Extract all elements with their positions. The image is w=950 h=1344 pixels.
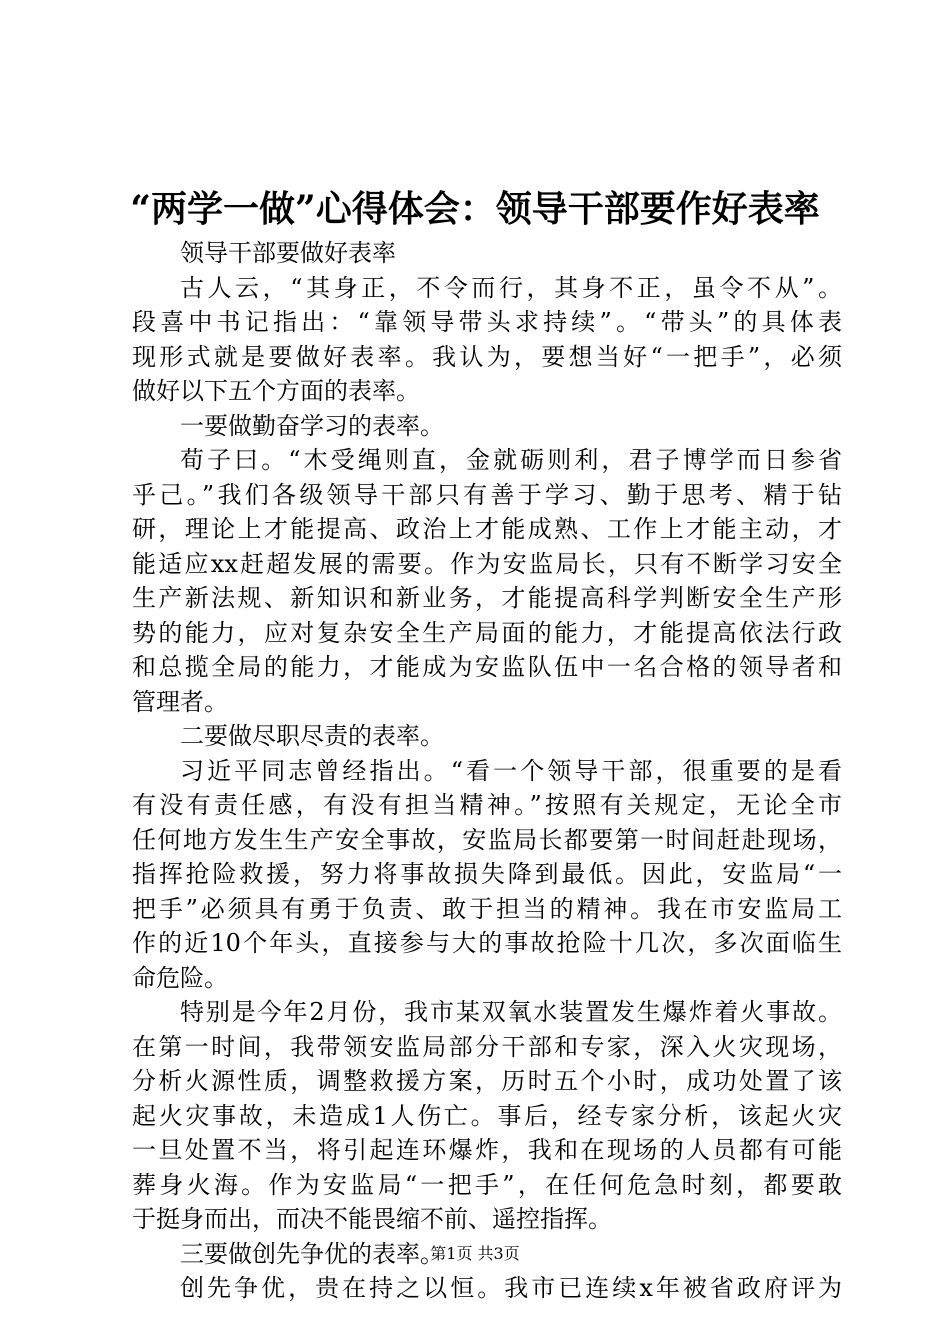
text-line: 命危险。 (132, 963, 228, 992)
text-line: 于挺身而出，而决不能畏缩不前、遥控指挥。 (132, 1205, 612, 1233)
text-line: 荀子曰。“木受绳则直，金就砺则利，君子博学而日参省 (180, 446, 842, 474)
text-line: 葬身火海。作为安监局“一把手”，在任何危急时刻，都要敢 (132, 1170, 842, 1199)
text-line: 生产新法规、新知识和新业务，才能提高科学判断安全生产形 (132, 584, 842, 612)
text-line: 一旦处置不当，将引起连环爆炸，我和在现场的人员都有可能 (132, 1136, 842, 1164)
text-line: 和总揽全局的能力，才能成为安监队伍中一名合格的领导者和 (132, 653, 842, 681)
text-line: 现形式就是要做好表率。我认为，要想当好“一把手”，必须 (132, 342, 842, 371)
text-line: 做好以下五个方面的表率。 (132, 377, 420, 405)
text-line: 二要做尽职尽责的表率。 (180, 722, 444, 750)
text-line: 把手”必须具有勇于负责、敢于担当的精神。我在市安监局工 (132, 894, 842, 923)
document-title: “两学一做”心得体会：领导干部要作好表率 (130, 188, 820, 230)
text-line: 习近平同志曾经指出。“看一个领导干部，很重要的是看 (180, 756, 842, 785)
text-line: 在第一时间，我带领安监局部分干部和专家，深入火灾现场， (132, 1032, 842, 1061)
page-footer: 第1页 共3页 (430, 1244, 520, 1263)
text-line: 能适应xx赶超发展的需要。作为安监局长，只有不断学习安全 (132, 549, 842, 578)
text-line: 有没有责任感，有没有担当精神。”按照有关规定，无论全市 (132, 791, 842, 819)
text-line: 段喜中书记指出：“靠领导带头求持续”。“带头”的具体表 (132, 308, 842, 336)
document-body (132, 236, 842, 1306)
text-line: 任何地方发生生产安全事故，安监局长都要第一时间赶赴现场， (132, 825, 842, 854)
text-line: 管理者。 (132, 687, 228, 716)
text-line: 特别是今年2月份，我市某双氧水装置发生爆炸着火事故。 (180, 998, 842, 1026)
text-line: 势的能力，应对复杂安全生产局面的能力，才能提高依法行政 (132, 618, 842, 647)
text-line: 分析火源性质，调整救援方案，历时五个小时，成功处置了该 (132, 1067, 842, 1095)
text-line: 作的近10个年头，直接参与大的事故抢险十几次，多次面临生 (132, 929, 842, 957)
text-line: 一要做勤奋学习的表率。 (180, 411, 444, 440)
text-line: 起火灾事故，未造成1人伤亡。事后，经专家分析，该起火灾 (132, 1101, 842, 1130)
text-line: 创先争优，贵在持之以恒。我市已连续x年被省政府评为 (180, 1274, 842, 1302)
text-line: 指挥抢险救援，努力将事故损失降到最低。因此，安监局“一 (132, 860, 842, 888)
text-line: 乎己。”我们各级领导干部只有善于学习、勤于思考、精于钻 (132, 480, 842, 509)
text-line: 研，理论上才能提高、政治上才能成熟、工作上才能主动，才 (132, 515, 842, 543)
text-line: 古人云，“其身正，不令而行，其身不正，虽令不从”。 (180, 273, 842, 302)
text-line: 领导干部要做好表率 (180, 239, 396, 267)
text-line: 三要做创先争优的表率。 (180, 1239, 444, 1268)
